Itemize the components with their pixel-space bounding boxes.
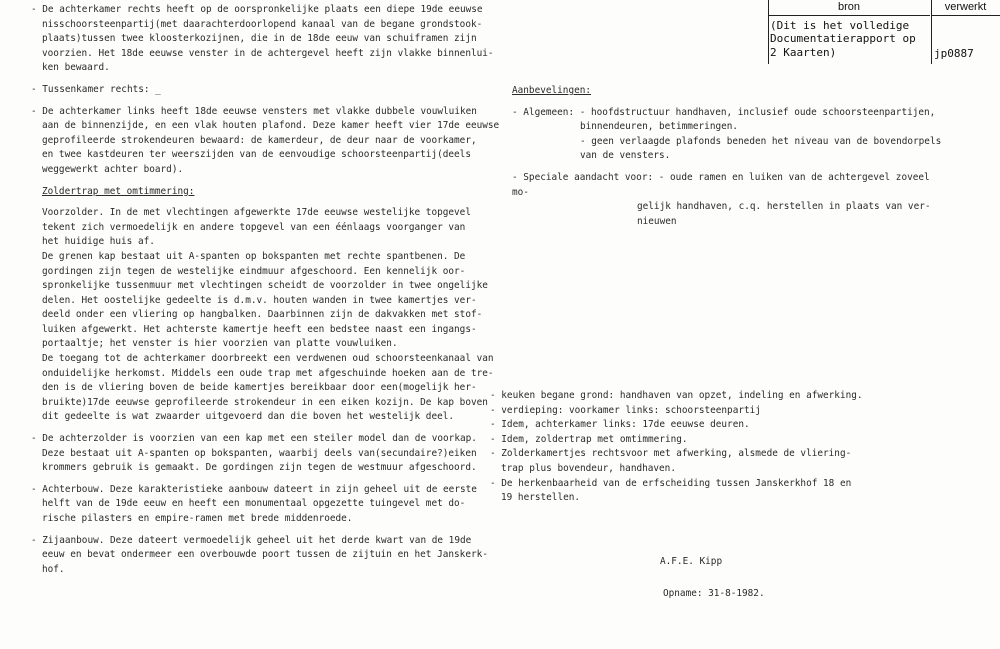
text-line: portaaltje; het venster is hier voorzien van platte vouwluiken. xyxy=(42,338,398,350)
left-column xyxy=(31,3,501,577)
list-item: - keuken begane grond: handhaven van opzet, indeling en afwerking. xyxy=(490,390,863,401)
paragraph-achterkamer-rechts xyxy=(31,3,501,76)
text-line: Voorzolder. In de met vlechtingen afgewerkte 17de eeuwse westelijke topgevel xyxy=(42,207,471,219)
paragraph-achterzolder xyxy=(31,432,501,476)
recommendations-heading: Aanbevelingen: xyxy=(512,85,592,96)
text-line: en twee kastdeuren ter weerszijden van de eenvoudige schoorsteenpartij(deels xyxy=(42,149,471,161)
text-line: krommers gebruik is gemaakt. De gordingen zijn tegen de westmuur afgeschoord. xyxy=(42,462,477,474)
text-line: weggewerkt achter board). xyxy=(42,163,184,175)
text-line: - De achterkamer rechts heeft op de oorspronkelijke plaats een diepe 19de eeuwse xyxy=(31,4,483,15)
text-line: spronkelijke tussenmuur met vlechtingen scheidt de voorzolder in twee ongelijke xyxy=(42,280,488,292)
recommendations xyxy=(512,84,952,229)
text-line: De toegang tot de achterkamer doorbreekt een verdwenen oud schoorsteenkanaal van xyxy=(42,353,494,365)
list-item: - Idem, zoldertrap met omtimmering. xyxy=(490,433,688,445)
text-line: den is de vliering boven de beide kamertjes bereikbaar door een(mogelijk her- xyxy=(42,382,477,394)
bron-line: Documentatierapport op xyxy=(770,32,916,46)
bron-line: 2 Kaarten) xyxy=(770,45,837,59)
header-verwerkt: verwerkt xyxy=(931,0,1000,16)
text-line: - De achterkamer links heeft 18de eeuwse vensters met vlakke dubbele vouwluiken xyxy=(31,105,477,117)
text-line: plaats)tussen twee kloosterkozijnen, die in de 18de eeuw van schuiframen zijn xyxy=(42,33,477,45)
text-line: ken bewaard. xyxy=(42,62,110,74)
text-line: rische pilasters en empire-ramen met brede middenroede. xyxy=(42,513,353,524)
document-code: jp0887 xyxy=(934,47,974,60)
header-bron: bron xyxy=(768,0,930,16)
text-line: delen. Het oostelijke gedeelte is d.m.v. houten wanden in twee kamertjes ver- xyxy=(42,294,477,306)
text-line: Deze bestaat uit A-spanten op bokspanten, waarbij deels van(secundaire?)eiken xyxy=(42,447,477,459)
text-line: - Speciale aandacht voor: - oude ramen en luiken van de achtergevel zoveel mo- xyxy=(512,171,930,198)
paragraph-achterkamer-links xyxy=(31,105,501,178)
text-line: geprofileerde strokendeuren bewaard: de kamerdeur, de deur naar de voorkamer, xyxy=(42,134,477,146)
source-box xyxy=(768,0,1000,64)
text-line: nieuwen xyxy=(637,215,677,227)
paragraph-tussenkamer: - Tussenkamer rechts: _ xyxy=(31,83,161,95)
text-line: van de vensters. xyxy=(580,150,671,162)
text-line: dit gedeelte is wat zwaarder uitgevoerd dan die boven het westelijk deel. xyxy=(42,411,455,423)
text-line: - Achterbouw. Deze karakteristieke aanbouw dateert in zijn geheel uit de eerste xyxy=(31,483,477,495)
text-line: aan de binnenzijde, en een vlak houten plafond. Deze kamer heeft vier 17de eeuwse xyxy=(42,120,500,132)
list-item: trap plus bovendeur, handhaven. xyxy=(501,462,676,474)
text-line: onduidelijke herkomst. Middels een oude trap met afgeschuinde hoeken aan de tre- xyxy=(42,367,494,379)
text-line: hof. xyxy=(42,563,65,575)
keep-list xyxy=(490,389,910,506)
text-line: luiken afgewerkt. Het achterste kamertje heeft een bedstee naast een ingangs- xyxy=(42,323,477,335)
text-line: helft van de 19de eeuw en heeft een monumentaal opgezette tuingevel met do- xyxy=(42,498,466,510)
list-item: - Zolderkamertjes rechtsvoor met afwerking, alsmede de vliering- xyxy=(490,448,852,460)
list-item: - verdieping: voorkamer links: schoorsteenpartij xyxy=(490,404,761,416)
text-line: - De achterzolder is voorzien van een kap met een steiler model dan de voorkap. xyxy=(31,433,477,445)
paragraph-achterbouw xyxy=(31,483,501,527)
list-item: - De herkenbaarheid van de erfscheiding tussen Janskerkhof 18 en xyxy=(490,477,852,489)
text-line: nisschoorsteenpartij(met daarachterdoorlopend kanaal van de begane grondstook- xyxy=(42,18,483,30)
list-item: 19 herstellen. xyxy=(501,492,581,504)
text-line: gelijk handhaven, c.q. herstellen in plaats van ver- xyxy=(637,201,931,213)
text-line: eeuw en bevat ondermeer een overbouwde poort tussen de zijtuin en het Janskerk- xyxy=(42,549,488,561)
text-line: deeld onder een vliering op hangbalken. Daarbinnen zijn de dakvakken met stof- xyxy=(42,309,483,321)
text-line: - Zijaanbouw. Deze dateert vermoedelijk geheel uit het derde kwart van de 19de xyxy=(31,534,472,546)
text-line: - geen verlaagde plafonds beneden het niveau van de bovendorpels xyxy=(580,135,942,147)
survey-date: Opname: 31-8-1982. xyxy=(663,588,765,599)
bron-line: (Dit is het volledige xyxy=(770,19,910,32)
text-line: tekent zich vermoedelijk en andere topgevel van een éénlaags voorganger van xyxy=(42,221,466,233)
text-line: gordingen zijn tegen de westelijke eindmuur afgeschoord. Een kennelijk oor- xyxy=(42,265,466,277)
text-line: voorzien. Het 18de eeuwse venster in de achtergevel heeft zijn vlakke binnenlui- xyxy=(42,47,494,59)
paragraph-voorzolder xyxy=(31,206,501,425)
bron-text xyxy=(770,19,932,59)
author-name: A.F.E. Kipp xyxy=(660,556,723,567)
text-line: het huidige huis af. xyxy=(42,236,155,248)
text-line: binnendeuren, betimmeringen. xyxy=(580,121,739,133)
text-line: De grenen kap bestaat uit A-spanten op bokspanten met rechte spantbenen. De xyxy=(42,250,466,262)
text-line: bruikte)17de eeuwse geprofileerde strokendeur in een eiken kozijn. De kap boven xyxy=(42,396,488,408)
heading-zoldertrap: Zoldertrap met omtimmering: xyxy=(42,185,195,197)
text-line: - Algemeen: - hoofdstructuur handhaven, inclusief oude schoorsteenpartijen, xyxy=(512,106,936,118)
paragraph-zijaanbouw xyxy=(31,534,501,578)
list-item: - Idem, achterkamer links: 17de eeuwse deuren. xyxy=(490,419,750,431)
